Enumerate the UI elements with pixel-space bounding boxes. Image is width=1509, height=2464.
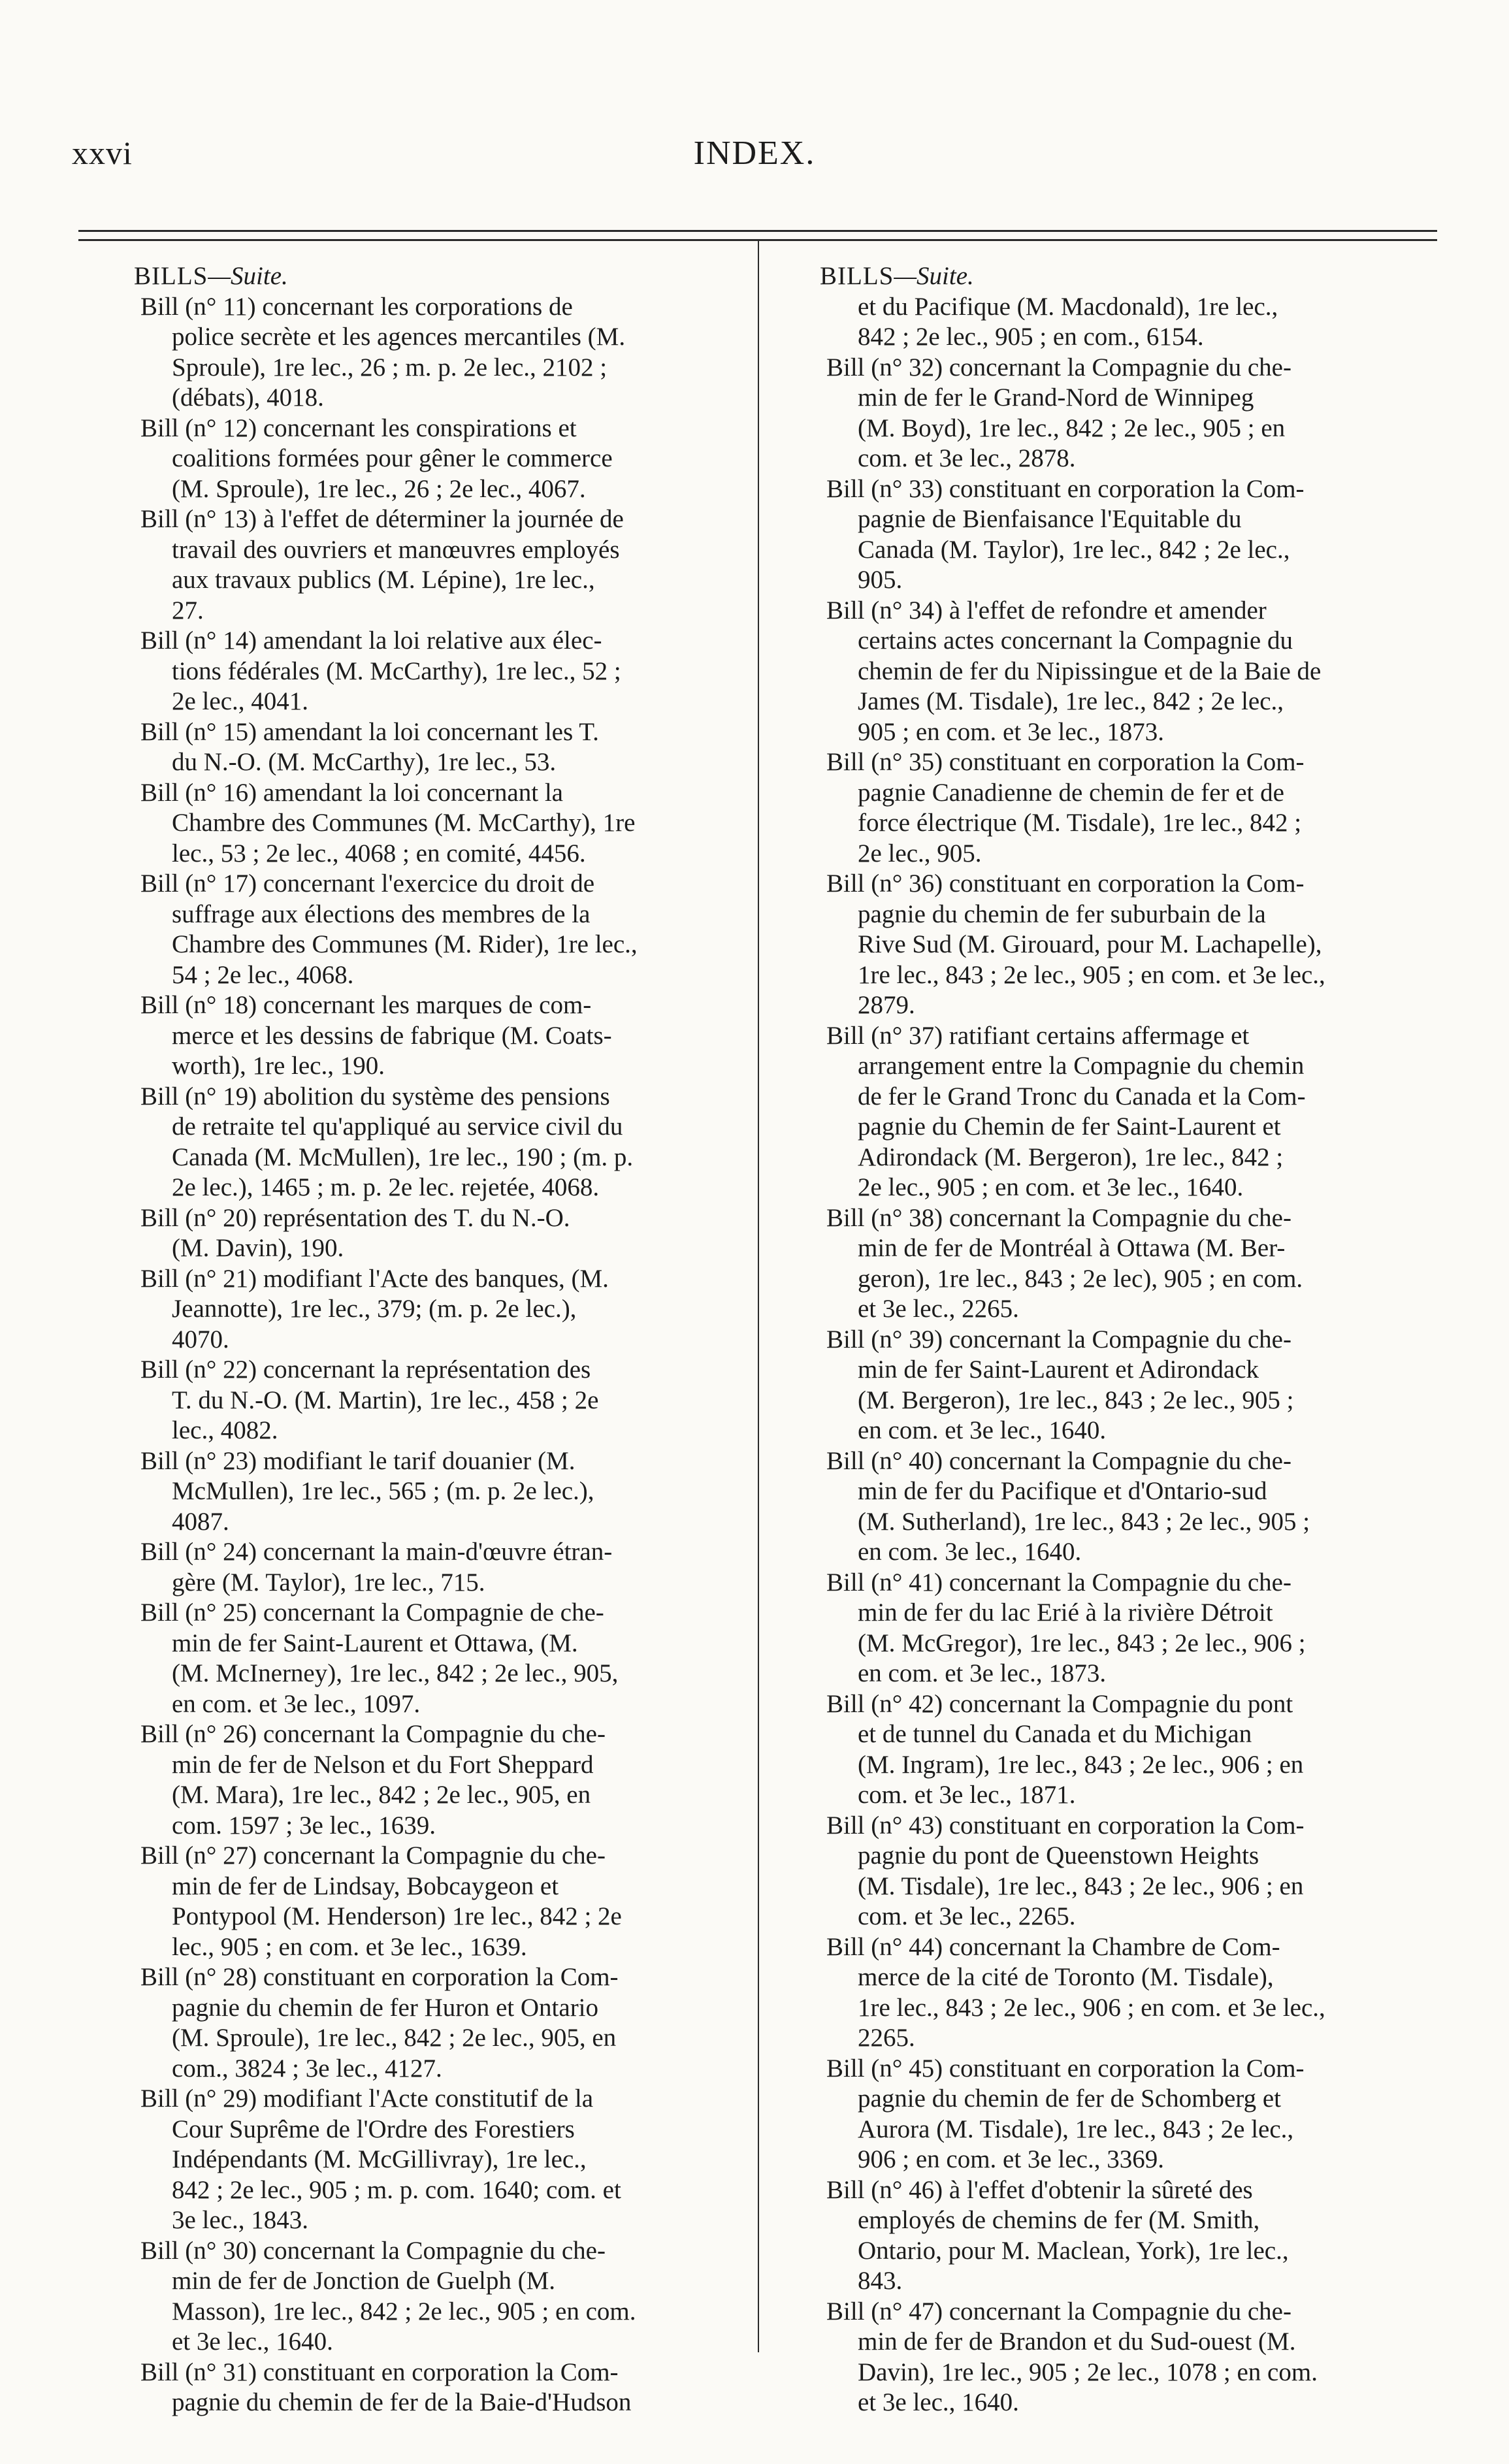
index-line: (M. Ingram), 1re lec., 843 ; 2e lec., 906 ; en [858, 1750, 1304, 1779]
index-line: min de fer de Jonction de Guelph (M. [172, 2267, 556, 2295]
index-line: geron), 1re lec., 843 ; 2e lec), 905 ; en com. [858, 1264, 1303, 1293]
index-line: Bill (n° 16) amendant la loi concernant la [140, 778, 563, 807]
index-line: Masson), 1re lec., 842 ; 2e lec., 905 ; en com. [172, 2297, 636, 2326]
index-line: 4087. [172, 1507, 229, 1536]
index-line: Pontypool (M. Henderson) 1re lec., 842 ; 2e [172, 1902, 622, 1930]
index-entry [826, 1203, 1486, 1325]
index-line: Indépendants (M. McGillivray), 1re lec., [172, 2145, 587, 2173]
running-head-suffix: —Suite. [894, 262, 974, 290]
index-entry [826, 1446, 1486, 1568]
index-line: 2e lec., 4041. [172, 687, 309, 715]
index-line: 2265. [858, 2024, 915, 2052]
index-line: Bill (n° 38) concernant la Compagnie du che- [826, 1203, 1291, 1232]
index-entry [140, 1355, 800, 1446]
index-line: (M. Sproule), 1re lec., 842 ; 2e lec., 905, en [172, 2024, 617, 2052]
index-line: lec., 905 ; en com. et 3e lec., 1639. [172, 1932, 527, 1961]
index-entry [140, 2084, 800, 2236]
index-entry [826, 2175, 1486, 2297]
index-line: coalitions formées pour gêner le commerce [172, 444, 613, 472]
index-line: Bill (n° 42) concernant la Compagnie du pont [826, 1689, 1293, 1718]
index-line: Sproule), 1re lec., 26 ; m. p. 2e lec., 2102 ; [172, 353, 608, 381]
index-line: Bill (n° 30) concernant la Compagnie du che- [140, 2236, 606, 2265]
index-line: chemin de fer du Nipissingue et de la Baie de [858, 657, 1322, 685]
index-line: aux travaux publics (M. Lépine), 1re lec., [172, 566, 595, 594]
index-line: 1re lec., 843 ; 2e lec., 905 ; en com. et 3e lec., [858, 960, 1325, 989]
index-line: Adirondack (M. Bergeron), 1re lec., 842 ; [858, 1143, 1284, 1171]
index-line: 4070. [172, 1325, 229, 1354]
index-line: Bill (n° 32) concernant la Compagnie du che- [826, 353, 1291, 381]
index-entry [826, 596, 1486, 748]
index-line: Cour Suprême de l'Ordre des Forestiers [172, 2115, 575, 2143]
index-line: merce et les dessins de fabrique (M. Coats- [172, 1021, 612, 1050]
index-line: (M. Davin), 190. [172, 1234, 344, 1262]
index-line: McMullen), 1re lec., 565 ; (m. p. 2e lec.), [172, 1477, 594, 1505]
index-line: de fer le Grand Tronc du Canada et la Com- [858, 1082, 1306, 1110]
index-line: Jeannotte), 1re lec., 379; (m. p. 2e lec.), [172, 1295, 577, 1323]
index-entry [140, 1719, 800, 1841]
index-line: Bill (n° 44) concernant la Chambre de Com- [826, 1932, 1280, 1961]
index-line: merce de la cité de Toronto (M. Tisdale), [858, 1963, 1274, 1991]
index-line: 1re lec., 843 ; 2e lec., 906 ; en com. et 3e lec., [858, 1993, 1325, 2022]
index-entry [140, 2358, 800, 2418]
index-line: min de fer de Lindsay, Bobcaygeon et [172, 1872, 559, 1900]
index-entry [140, 1082, 800, 1203]
header-rule-top [78, 230, 1437, 232]
right-column [820, 261, 1486, 2418]
index-line: lec., 53 ; 2e lec., 4068 ; en comité, 4456. [172, 839, 586, 867]
index-entry [140, 990, 800, 1082]
index-line: Bill (n° 35) constituant en corporation la Com- [826, 748, 1305, 776]
index-line: min de fer du Pacifique et d'Ontario-sud [858, 1477, 1267, 1505]
index-line: Bill (n° 23) modifiant le tarif douanier (M. [140, 1446, 576, 1475]
index-line: employés de chemins de fer (M. Smith, [858, 2206, 1260, 2234]
index-line: et 3e lec., 1640. [858, 2388, 1019, 2416]
index-line: 2e lec., 905 ; en com. et 3e lec., 1640. [858, 1173, 1244, 1201]
index-line: en com. et 3e lec., 1097. [172, 1689, 421, 1718]
index-line: et 3e lec., 2265. [858, 1295, 1019, 1323]
index-line: Bill (n° 29) modifiant l'Acte constitutif de la [140, 2084, 594, 2113]
index-entry [140, 1264, 800, 1355]
index-line: Bill (n° 31) constituant en corporation la Com- [140, 2358, 619, 2386]
index-entry [140, 1446, 800, 1538]
index-line: 843. [858, 2267, 903, 2295]
index-line: (M. Mara), 1re lec., 842 ; 2e lec., 905, en [172, 1781, 591, 1809]
index-line: en com. et 3e lec., 1640. [858, 1416, 1107, 1444]
index-line: pagnie du chemin de fer de la Baie-d'Hudson [172, 2388, 632, 2416]
index-line: (M. Sutherland), 1re lec., 843 ; 2e lec., 905 ; [858, 1507, 1310, 1536]
index-line: min de fer de Brandon et du Sud-ouest (M. [858, 2327, 1296, 2356]
index-line: Aurora (M. Tisdale), 1re lec., 843 ; 2e lec., [858, 2115, 1294, 2143]
index-entry [826, 1689, 1486, 1811]
index-line: de retraite tel qu'appliqué au service civil du [172, 1112, 623, 1141]
index-line: gère (M. Taylor), 1re lec., 715. [172, 1568, 485, 1597]
index-line: pagnie du chemin de fer de Schomberg et [858, 2084, 1281, 2113]
index-line: Bill (n° 19) abolition du système des pensions [140, 1082, 610, 1110]
index-line: pagnie Canadienne de chemin de fer et de [858, 778, 1284, 807]
index-line: Bill (n° 14) amendant la loi relative aux élec- [140, 626, 602, 655]
index-entry [826, 1021, 1486, 1203]
index-line: Bill (n° 11) concernant les corporations de [140, 292, 573, 321]
index-line: Ontario, pour M. Maclean, York), 1re lec., [858, 2236, 1289, 2265]
index-entry [140, 869, 800, 990]
index-line: Bill (n° 46) à l'effet d'obtenir la sûreté des [826, 2175, 1253, 2204]
index-line: 54 ; 2e lec., 4068. [172, 960, 354, 989]
index-line: lec., 4082. [172, 1416, 278, 1444]
index-line: tions fédérales (M. McCarthy), 1re lec., 52 ; [172, 657, 621, 685]
index-line: Bill (n° 27) concernant la Compagnie du che- [140, 1841, 606, 1870]
index-line: com. et 3e lec., 2265. [858, 1902, 1076, 1930]
left-column [134, 261, 800, 2418]
index-line: Bill (n° 47) concernant la Compagnie du che- [826, 2297, 1291, 2326]
index-line: 905 ; en com. et 3e lec., 1873. [858, 717, 1164, 746]
index-line: et du Pacifique (M. Macdonald), 1re lec., [858, 292, 1278, 321]
index-line: Bill (n° 12) concernant les conspirations et [140, 413, 577, 442]
index-entry [140, 1203, 800, 1264]
index-line: T. du N.-O. (M. Martin), 1re lec., 458 ; 2e [172, 1386, 599, 1414]
index-line: Bill (n° 28) constituant en corporation la Com- [140, 1963, 619, 1991]
index-line: en com. et 3e lec., 1873. [858, 1659, 1107, 1687]
index-line: force électrique (M. Tisdale), 1re lec., 842 ; [858, 809, 1302, 837]
index-entry [826, 474, 1486, 596]
index-line: James (M. Tisdale), 1re lec., 842 ; 2e lec., [858, 687, 1284, 715]
index-line: Canada (M. Taylor), 1re lec., 842 ; 2e lec., [858, 535, 1290, 564]
index-line: et de tunnel du Canada et du Michigan [858, 1720, 1252, 1748]
index-line: Davin), 1re lec., 905 ; 2e lec., 1078 ; en com. [858, 2358, 1318, 2386]
index-entry [826, 1568, 1486, 1689]
index-line: (M. Bergeron), 1re lec., 843 ; 2e lec., 905 ; [858, 1386, 1294, 1414]
index-line: min de fer du lac Erié à la rivière Détroit [858, 1598, 1273, 1627]
index-line: Bill (n° 20) représentation des T. du N.-O. [140, 1203, 570, 1232]
index-line: 905. [858, 566, 903, 594]
index-line: Bill (n° 22) concernant la représentation des [140, 1355, 591, 1384]
index-entry [140, 626, 800, 717]
index-entry [140, 413, 800, 505]
index-line: certains actes concernant la Compagnie du [858, 626, 1293, 655]
index-line: com. et 3e lec., 1871. [858, 1781, 1076, 1809]
index-line: pagnie du pont de Queenstown Heights [858, 1841, 1259, 1870]
index-line: 2e lec.), 1465 ; m. p. 2e lec. rejetée, 4068. [172, 1173, 600, 1201]
index-line: Rive Sud (M. Girouard, pour M. Lachapelle), [858, 930, 1322, 958]
index-line: pagnie du Chemin de fer Saint-Laurent et [858, 1112, 1281, 1141]
index-entry [826, 1811, 1486, 1932]
index-line: Canada (M. McMullen), 1re lec., 190 ; (m. p. [172, 1143, 634, 1171]
index-line: Bill (n° 13) à l'effet de déterminer la journée de [140, 505, 624, 533]
running-head-label: BILLS [820, 262, 894, 290]
index-entry [826, 1932, 1486, 2054]
index-line: (débats), 4018. [172, 383, 324, 412]
index-line: du N.-O. (M. McCarthy), 1re lec., 53. [172, 748, 557, 776]
index-line: police secrète et les agences mercantiles (M. [172, 323, 626, 351]
index-entry [826, 353, 1486, 474]
index-line: com., 3824 ; 3e lec., 4127. [172, 2054, 442, 2083]
index-line: Bill (n° 15) amendant la loi concernant les T. [140, 717, 599, 746]
index-entry [826, 2054, 1486, 2175]
index-line: Chambre des Communes (M. Rider), 1re lec., [172, 930, 638, 958]
index-line: Bill (n° 41) concernant la Compagnie du che- [826, 1568, 1291, 1597]
index-entry [140, 778, 800, 869]
index-line: Bill (n° 36) constituant en corporation la Com- [826, 869, 1305, 898]
index-line: 906 ; en com. et 3e lec., 3369. [858, 2145, 1164, 2173]
index-line: et 3e lec., 1640. [172, 2327, 333, 2356]
index-line: Chambre des Communes (M. McCarthy), 1re [172, 809, 636, 837]
index-line: arrangement entre la Compagnie du chemin [858, 1052, 1305, 1080]
index-line: com. et 3e lec., 2878. [858, 444, 1076, 472]
index-entry [826, 747, 1486, 869]
index-line: 2879. [858, 991, 915, 1019]
index-line: worth), 1re lec., 190. [172, 1052, 385, 1080]
index-line: Bill (n° 25) concernant la Compagnie de che- [140, 1598, 604, 1627]
index-entry [140, 717, 800, 778]
index-line: Bill (n° 33) constituant en corporation la Com- [826, 474, 1305, 503]
index-entry [140, 292, 800, 413]
index-entry [140, 2236, 800, 2358]
index-line: Bill (n° 18) concernant les marques de com- [140, 991, 592, 1019]
running-head [820, 261, 1486, 292]
index-line: Bill (n° 43) constituant en corporation la Com- [826, 1811, 1305, 1840]
index-line: Bill (n° 39) concernant la Compagnie du che- [826, 1325, 1291, 1354]
index-line: (M. Boyd), 1re lec., 842 ; 2e lec., 905 ; en [858, 413, 1286, 442]
index-line: Bill (n° 40) concernant la Compagnie du che- [826, 1446, 1291, 1475]
index-line: pagnie de Bienfaisance l'Equitable du [858, 505, 1242, 533]
index-line: Bill (n° 45) constituant en corporation la Com- [826, 2054, 1305, 2083]
index-line: min de fer Saint-Laurent et Adirondack [858, 1355, 1259, 1384]
index-line: (M. McGregor), 1re lec., 843 ; 2e lec., 906 ; [858, 1629, 1306, 1657]
index-line: Bill (n° 17) concernant l'exercice du droit de [140, 869, 595, 898]
index-line: travail des ouvriers et manœuvres employés [172, 535, 620, 564]
index-entry [826, 1325, 1486, 1446]
index-line: min de fer de Montréal à Ottawa (M. Ber- [858, 1234, 1286, 1262]
index-line: min de fer de Nelson et du Fort Sheppard [172, 1750, 594, 1779]
index-line: (M. Tisdale), 1re lec., 843 ; 2e lec., 906 ; en [858, 1872, 1304, 1900]
page-number: xxvi [72, 135, 133, 171]
index-line: 842 ; 2e lec., 905 ; en com., 6154. [858, 323, 1204, 351]
index-entry [140, 1537, 800, 1598]
running-head [134, 261, 800, 292]
index-line: suffrage aux élections des membres de la [172, 900, 591, 928]
index-entry [140, 1962, 800, 2084]
index-entry-continuation [826, 292, 1486, 353]
index-line: pagnie du chemin de fer suburbain de la [858, 900, 1266, 928]
index-line: pagnie du chemin de fer Huron et Ontario [172, 1993, 599, 2022]
page-header [72, 134, 1437, 193]
index-line: Bill (n° 34) à l'effet de refondre et amender [826, 596, 1267, 624]
index-line: 3e lec., 1843. [172, 2206, 309, 2234]
index-line: (M. McInerney), 1re lec., 842 ; 2e lec., 905, [172, 1659, 619, 1687]
index-line: 2e lec., 905. [858, 839, 982, 867]
index-line: min de fer Saint-Laurent et Ottawa, (M. [172, 1629, 578, 1657]
index-line: com. 1597 ; 3e lec., 1639. [172, 1811, 436, 1840]
index-line: 842 ; 2e lec., 905 ; m. p. com. 1640; com. et [172, 2175, 621, 2204]
index-entry [140, 504, 800, 626]
index-line: en com. 3e lec., 1640. [858, 1538, 1082, 1566]
running-head-suffix: —Suite. [208, 262, 288, 290]
index-entry [140, 1598, 800, 1719]
page-title: INDEX. [693, 135, 816, 172]
running-head-label: BILLS [134, 262, 208, 290]
index-line: (M. Sproule), 1re lec., 26 ; 2e lec., 4067. [172, 474, 586, 503]
index-line: Bill (n° 37) ratifiant certains affermage et [826, 1021, 1250, 1050]
index-line: 27. [172, 596, 204, 624]
index-entry [826, 869, 1486, 1021]
index-line: Bill (n° 24) concernant la main-d'œuvre étran- [140, 1538, 613, 1566]
index-entry [140, 1841, 800, 1962]
index-line: Bill (n° 21) modifiant l'Acte des banques, (M. [140, 1264, 609, 1293]
index-line: min de fer le Grand-Nord de Winnipeg [858, 383, 1254, 412]
index-entry [826, 2297, 1486, 2418]
index-line: Bill (n° 26) concernant la Compagnie du che- [140, 1720, 606, 1748]
